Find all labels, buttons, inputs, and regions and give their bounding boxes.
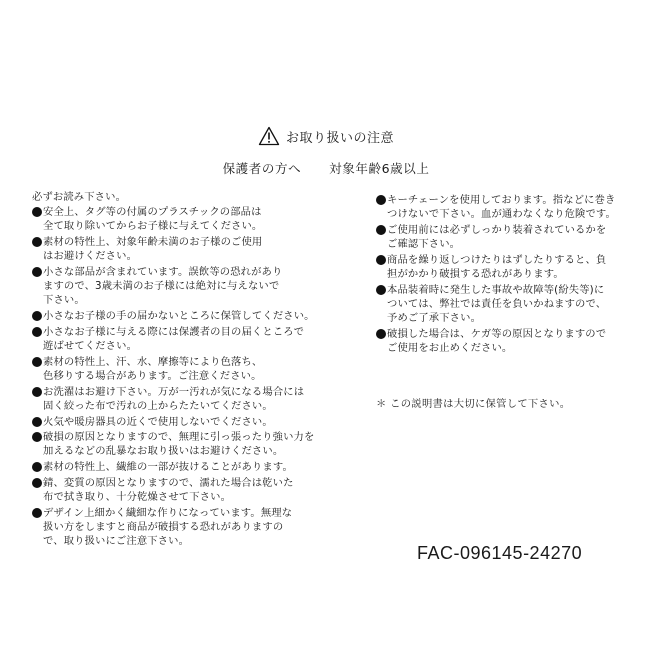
- bullet-icon: [32, 311, 42, 321]
- bullet-icon: [32, 327, 42, 337]
- list-item-text: 破損の原因となりますので、無理に引っ張ったり強い力を 加えるなどの乱暴なお取り扱いはお避けください。: [43, 431, 315, 458]
- list-item-text: 小さな部品が含まれています。誤飲等の恐れがあり ますので、3歳未満のお子様には絶対に与えないで 下さい。: [43, 266, 283, 307]
- list-item: [32, 430, 322, 458]
- list-item-text: 素材の特性上、対象年齢未満のお子様のご使用 はお避けください。: [43, 236, 263, 263]
- list-item: [32, 325, 322, 353]
- bullet-icon: [32, 357, 42, 367]
- bullet-icon: [32, 207, 42, 217]
- age-label: 対象年齢6歳以上: [329, 161, 430, 176]
- left-column: [32, 190, 322, 550]
- list-item: [32, 415, 322, 429]
- product-code: FAC-096145-24270: [417, 543, 583, 563]
- bullet-icon: [32, 387, 42, 397]
- list-item-text: 素材の特性上、繊維の一部が抜けることがあります。: [43, 461, 293, 474]
- list-item: [32, 235, 322, 263]
- bullet-icon: [376, 255, 386, 265]
- list-item-text: 素材の特性上、汗、水、摩擦等により色落ち、 色移りする場合があります。ご注意ください。: [43, 355, 263, 382]
- bullet-icon: [32, 237, 42, 247]
- list-item: [32, 265, 322, 308]
- list-item: [376, 253, 638, 281]
- list-item-text: キーチェーンを使用しております。指などに巻き つけないで下さい。血が通わなくなり危険です。: [387, 194, 617, 221]
- list-item-text: 小さなお子様の手の届かないところに保管してください。: [43, 310, 315, 323]
- list-item: [32, 385, 322, 413]
- list-item: [376, 283, 638, 326]
- bullet-icon: [376, 285, 386, 295]
- bullet-icon: [32, 417, 42, 427]
- bullet-icon: [32, 432, 42, 442]
- bullet-icon: [32, 462, 42, 472]
- audience-label: 保護者の方へ: [222, 161, 302, 176]
- list-item-text: お洗濯はお避け下さい。万が一汚れが気になる場合には 固く絞った布で汚れの上からたたいてください。: [43, 385, 305, 412]
- bullet-icon: [32, 267, 42, 277]
- list-item-text: 破損した場合は、ケガ等の原因となりますので ご使用をお止めください。: [387, 327, 607, 355]
- bullet-icon: [32, 508, 42, 518]
- intro-text: 必ずお読み下さい。: [32, 191, 127, 203]
- list-item: [376, 223, 638, 251]
- bullet-icon: [376, 329, 386, 339]
- list-item-text: 商品を繰り返しつけたりはずしたりすると、負 担がかかり破損する恐れがあります。: [387, 253, 607, 281]
- right-column: [376, 193, 638, 357]
- list-item: [32, 355, 322, 383]
- bullet-icon: [376, 195, 386, 205]
- list-item-text: 安全上、タグ等の付属のプラスチックの部品は 全て取り除いてからお子様に与えてください。: [43, 206, 263, 233]
- title-row: [0, 124, 652, 148]
- list-item: [32, 460, 322, 474]
- storage-note: ＊ この説明書は大切に保管して下さい。: [376, 398, 571, 410]
- list-item: [376, 327, 638, 355]
- warning-triangle-icon: [258, 126, 280, 146]
- list-item: [32, 309, 322, 323]
- bullet-icon: [376, 225, 386, 235]
- list-item-text: 小さなお子様に与える際には保護者の目の届くところで 遊ばせてください。: [43, 325, 305, 353]
- list-item-text: 錆、変質の原因となりますので、濡れた場合は乾いた 布で拭き取り、十分乾燥させて下さい。: [43, 476, 294, 504]
- list-item: [32, 506, 322, 549]
- list-item-text: デザイン上細かく繊細な作りになっています。無理な 扱い方をしますと商品が破損する恐れがありますの で、取り扱いにご注意下さい。: [43, 506, 293, 548]
- list-item: [376, 193, 638, 221]
- list-item-text: 火気や暖房器具の近くで使用しないでください。: [43, 415, 273, 428]
- list-item: [32, 476, 322, 504]
- bullet-icon: [32, 478, 42, 488]
- list-item: [32, 205, 322, 233]
- list-item-text: ご使用前には必ずしっかり装着されているかを ご確認下さい。: [387, 223, 607, 251]
- list-item-text: 本品装着時に発生した事故や故障等(紛失等)に ついては、弊社では責任を負いかねますので、 予めご了承下さい。: [387, 283, 607, 325]
- page-title: お取り扱いの注意: [285, 130, 394, 146]
- subtitle: [0, 159, 652, 177]
